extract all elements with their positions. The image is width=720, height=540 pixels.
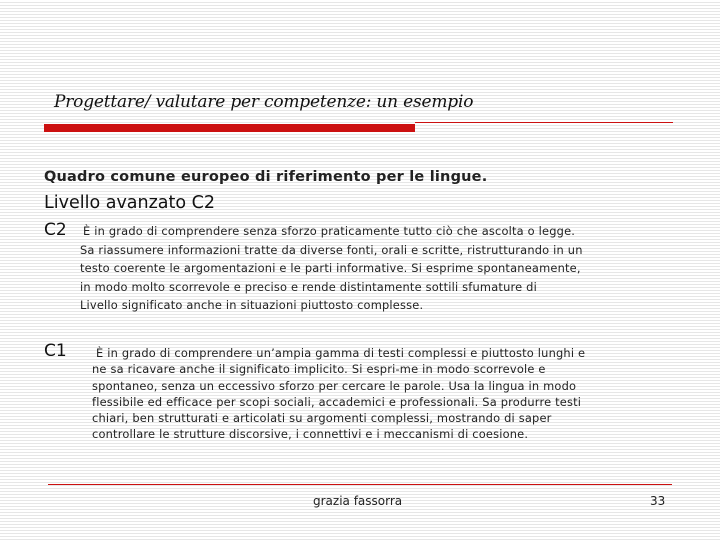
description-line: Sa riassumere informazioni tratte da diverse fonti, orali e scritte, ristrutturando in un: [80, 242, 583, 257]
description-line: in modo molto scorrevole e preciso e rende distintamente sottili sfumature di: [80, 279, 537, 294]
level-description-c1: [92, 345, 585, 443]
description-line: controllare le strutture discorsive, i connettivi e i meccanismi di coesione.: [92, 427, 529, 442]
description-line: spontaneo, senza un eccessivo sforzo per cercare le parole. Usa la lingua in modo: [92, 378, 577, 393]
slide-title: Progettare/ valutare per competenze: un esempio: [54, 92, 474, 112]
section-subtitle: Quadro comune europeo di riferimento per le lingue.: [44, 169, 488, 185]
level-description-c2: [80, 222, 583, 315]
description-line: chiari, ben strutturati e articolati su argomenti complessi, mostrando di saper: [92, 411, 552, 426]
description-line: testo coerente le argomentazioni e le parti informative. Si esprime spontaneamente,: [80, 261, 581, 275]
title-underline-bar: [44, 124, 415, 132]
description-line: ne sa ricavare anche il significato implicito. Si espri-me in modo scorrevole e: [92, 362, 546, 377]
description-line: Livello significato anche in situazioni piuttosto complesse.: [80, 298, 424, 312]
title-underline-rule: [415, 122, 673, 123]
footer-rule: [48, 484, 672, 485]
footer-author: grazia fassorra: [313, 494, 403, 508]
description-line: È in grado di comprendere senza sforzo praticamente tutto ciò che ascolta o legge.: [83, 224, 576, 238]
level-code-c2: C2: [44, 220, 67, 240]
description-line: flessibile ed efficace per scopi sociali, accademici e professionali. Sa produrre testi: [92, 394, 582, 409]
page-number: 33: [650, 494, 666, 508]
level-heading: Livello avanzato C2: [44, 193, 216, 213]
description-line: È in grado di comprendere un’ampia gamma di testi complessi e piuttosto lunghi e: [96, 346, 586, 360]
level-code-c1: C1: [44, 341, 67, 361]
